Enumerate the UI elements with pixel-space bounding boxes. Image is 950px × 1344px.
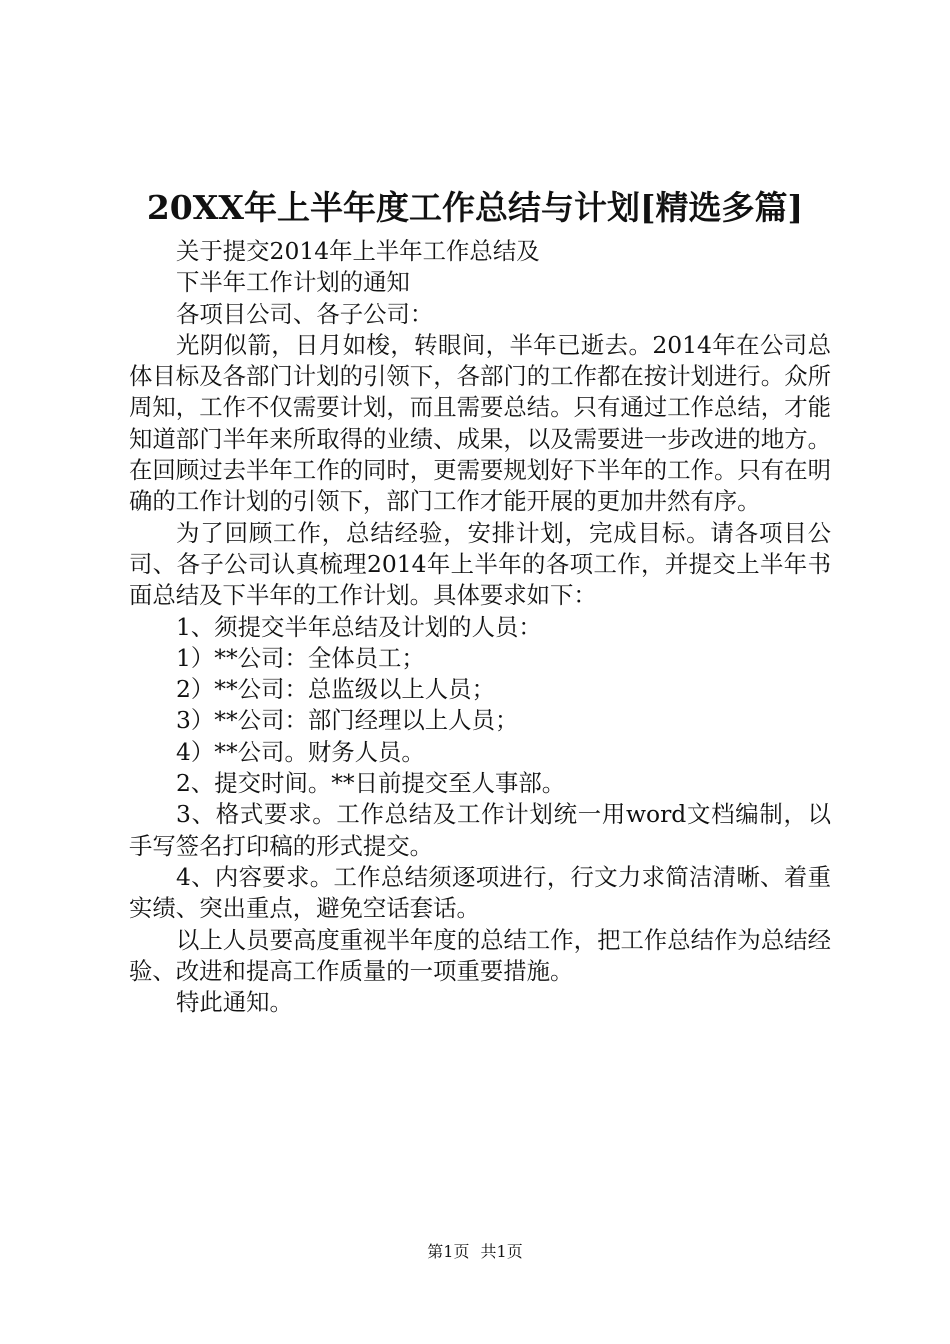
paragraph-purpose: 为了回顾工作，总结经验，安排计划，完成目标。请各项目公司、各子公司认真梳理2014年上半年的各项工作，并提交上半年书面总结及下半年的工作计划。具体要求如下： <box>129 518 831 610</box>
paragraph-requirement-1-item-3: 3）**公司：部门经理以上人员； <box>176 706 519 735</box>
paragraph-requirement-2: 2、提交时间。**日前提交至人事部。 <box>176 769 566 798</box>
paragraph-notice-heading-line2: 下半年工作计划的通知 <box>176 268 410 297</box>
paragraph-notice-heading-line1: 关于提交2014年上半年工作总结及 <box>176 237 540 265</box>
paragraph-requirement-1-item-4: 4）**公司。财务人员。 <box>176 737 425 766</box>
paragraph-requirement-1-item-1: 1）**公司：全体员工； <box>176 643 425 672</box>
paragraph-requirement-3: 3、格式要求。工作总结及工作计划统一用word文档编制，以手写签名打印稿的形式提交。 <box>129 800 831 860</box>
page-footer <box>0 1241 950 1263</box>
document-body <box>129 236 831 1018</box>
paragraph-closing: 以上人员要高度重视半年度的总结工作，把工作总结作为总结经验、改进和提高工作质量的一项重要措施。 <box>129 925 831 985</box>
document-title: 20XX年上半年度工作总结与计划[精选多篇] <box>146 188 804 227</box>
paragraph-requirement-1-item-2: 2）**公司：总监级以上人员； <box>176 675 495 704</box>
paragraph-intro: 光阴似箭，日月如梭，转眼间，半年已逝去。2014年在公司总体目标及各部门计划的引领下，各部门的工作都在按计划进行。众所周知，工作不仅需要计划，而且需要总结。只有通过工作总结，才能知道部门半年来所取得的业绩、成果，以及需要进一步改进的地方。在回顾过去半年工作的同时，更需要规划好下半年的工作。只有在明确的工作计划的引领下，部门工作才能开展的更加井然有序。 <box>129 330 831 516</box>
page-total: 共1页 <box>480 1242 523 1261</box>
paragraph-requirement-1: 1、须提交半年总结及计划的人员： <box>176 612 542 641</box>
page-number: 第1页 <box>427 1242 470 1261</box>
paragraph-requirement-4: 4、内容要求。工作总结须逐项进行，行文力求简洁清晰、着重实绩、突出重点，避免空话套话。 <box>129 862 831 923</box>
paragraph-salutation: 各项目公司、各子公司： <box>176 299 434 328</box>
paragraph-sign-off: 特此通知。 <box>176 988 293 1017</box>
